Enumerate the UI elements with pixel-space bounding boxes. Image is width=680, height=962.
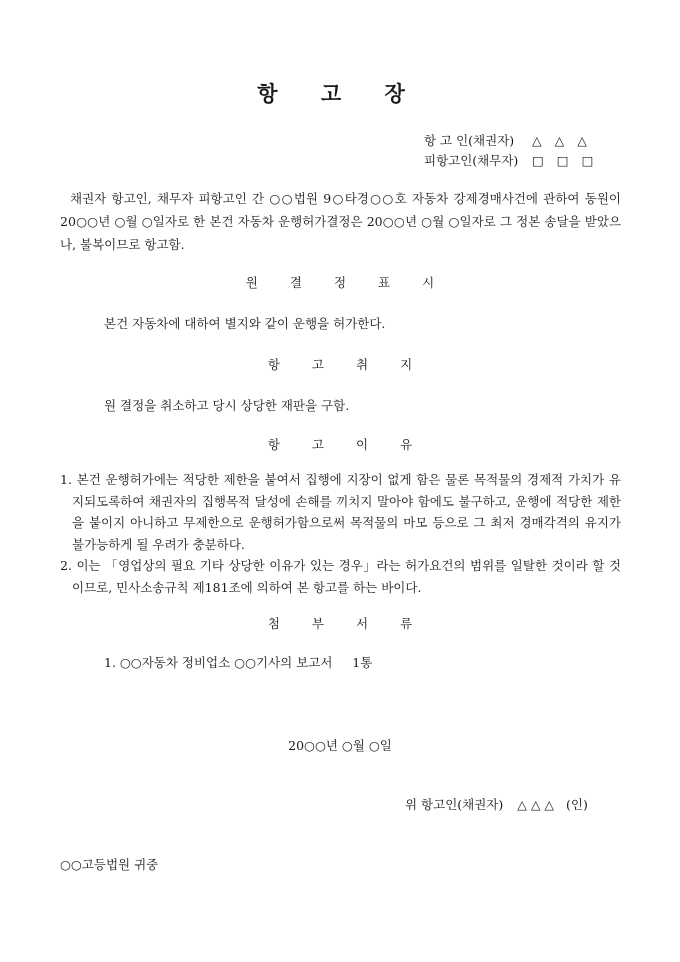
document-title: 항 고 장 xyxy=(257,81,423,106)
parties-block xyxy=(424,131,644,171)
document-date: 20○○년 ○월 ○일 xyxy=(288,738,392,753)
section-heading-appeal-reasons: 항고이유 xyxy=(267,437,445,452)
section-heading-appeal-purpose: 항고취지 xyxy=(267,357,445,372)
appellee-row xyxy=(424,151,644,171)
reason-item: 1. 본건 운행허가에는 적당한 제한을 붙여서 집행에 지장이 없게 함은 물론 목적물의 경제적 가치가 유지되도록하여 채권자의 집행목적 달성에 손해를 끼치지 말아야 함에도 불구하고, 운행에 적당한 제한을 붙이지 아니하고 무제한으로 운행허가함으로써 목적물의 마모 등으로 그 최저 경매각격의 유지가 불가능하게 될 우려가 충분하다. xyxy=(60,472,621,552)
section-heading-original-decision: 원결정표시 xyxy=(245,275,467,290)
appellant-label: 항 고 인(채권자) xyxy=(424,133,515,148)
original-decision-body: 본건 자동차에 대하여 별지와 같이 운행을 허가한다. xyxy=(104,316,386,331)
appellee-label: 피항고인(채무자) xyxy=(424,153,519,168)
attachment-item: 1. ○○자동차 정비업소 ○○기사의 보고서 1통 xyxy=(104,655,373,670)
intro-paragraph: 채권자 항고인, 채무자 피항고인 간 ○○법원 9○타경○○호 자동차 강제경매사건에 관하여 동원이 20○○년 ○월 ○일자로 한 본건 자동차 운행허가결정은 20○○년 ○월 ○일자로 그 정본 송달을 받았으나, 불복이므로 항고함. xyxy=(60,191,621,252)
signature-stamp: (인) xyxy=(566,797,588,812)
appellant-name: △△△ xyxy=(532,133,600,148)
reasons-list xyxy=(60,469,621,598)
signature-name: △ △ △ xyxy=(517,797,555,812)
appellant-row xyxy=(424,131,644,151)
section-heading-attachments: 첨부서류 xyxy=(267,616,445,631)
signature-label: 위 항고인(채권자) xyxy=(405,797,504,812)
reason-item: 2. 이는 「영업상의 필요 기타 상당한 이유가 있는 경우」라는 허가요건의 범위를 일탈한 것이라 할 것이므로, 민사소송규칙 제181조에 의하여 본 항고를 하는 바이다. xyxy=(60,558,621,595)
appellee-name: □□□ xyxy=(532,153,607,168)
signature-line xyxy=(405,795,588,813)
court-addressee: ○○고등법원 귀중 xyxy=(60,857,159,872)
appeal-purpose-body: 원 결정을 취소하고 당시 상당한 재판을 구함. xyxy=(104,398,350,413)
